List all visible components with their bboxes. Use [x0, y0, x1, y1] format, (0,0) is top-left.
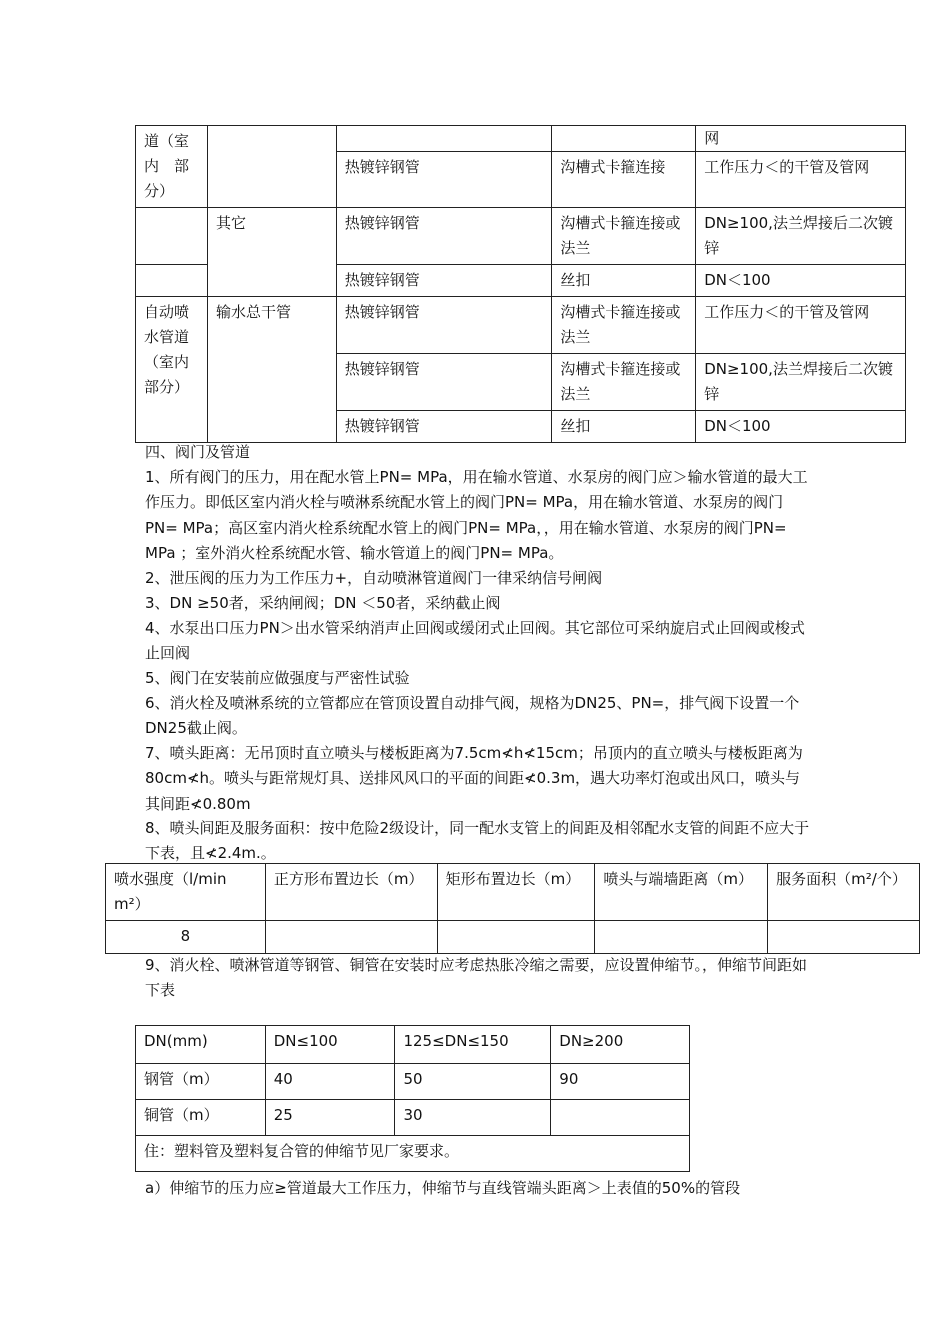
table-cell — [207, 126, 336, 208]
table-cell: 40 — [265, 1064, 395, 1100]
table-cell: 道（室内 部分） — [136, 126, 208, 208]
sprinkler-spacing-table — [105, 863, 920, 954]
table-cell: DN≥100,法兰焊接后二次镀锌 — [696, 354, 906, 411]
table-cell: 工作压力＜的干管及管网 — [696, 152, 906, 208]
paragraph-8: 8、喷头间距及服务面积：按中危险2级设计，同一配水支管上的间距及相邻配水支管的间距不应大于下表，且≮2.4m.。 — [145, 819, 810, 863]
paragraph-4: 4、水泵出口压力PN＞出水管采纳消声止回阀或缓闭式止回阀。其它部位可采纳旋启式止回阀或梭式止回阀 — [145, 619, 805, 663]
table-row — [136, 1100, 690, 1136]
paragraph-7: 7、喷头距离：无吊顶时直立喷头与楼板距离为7.5cm≮h≮15cm；吊顶内的直立喷头与楼板距离为80cm≮h。喷头与距常规灯具、送排风风口的平面的间距≮0.3m，遇大功率灯泡或出风口，喷头与其间距≮0.80m — [145, 744, 803, 813]
table-cell: 热镀锌钢管 — [336, 297, 552, 354]
table-cell: 25 — [265, 1100, 395, 1136]
table-header: 矩形布置边长（m） — [437, 864, 595, 921]
pipe-material-table — [135, 125, 906, 443]
table-row — [136, 297, 906, 354]
table-cell — [336, 126, 552, 152]
table-cell: 125≤DN≤150 — [395, 1026, 551, 1064]
table-header: 喷水强度（l/min m²） — [106, 864, 266, 921]
table-cell: 网 — [696, 126, 906, 152]
table-cell: 30 — [395, 1100, 551, 1136]
table-cell: 热镀锌钢管 — [336, 208, 552, 265]
table-cell: 沟槽式卡箍连接 — [552, 152, 696, 208]
table-cell: DN(mm) — [136, 1026, 266, 1064]
table-cell: 自动喷水管道（室内部分） — [136, 297, 208, 443]
paragraph-2: 2、泄压阀的压力为工作压力+，自动喷淋管道阀门一律采纳信号闸阀 — [145, 569, 603, 587]
table-row — [136, 1026, 690, 1064]
table-cell — [136, 265, 208, 297]
table-cell: 沟槽式卡箍连接或法兰 — [552, 208, 696, 265]
table-cell — [552, 126, 696, 152]
table-row — [136, 208, 906, 265]
table-header: 正方形布置边长（m） — [265, 864, 437, 921]
table-row — [136, 1064, 690, 1100]
table-header: 服务面积（m²/个） — [768, 864, 920, 921]
paragraph-9: 9、消火栓、喷淋管道等钢管、铜管在安装时应考虑热胀冷缩之需要，应设置伸缩节。，伸缩节间距如下表 — [145, 956, 808, 1000]
table-cell: DN＜100 — [696, 265, 906, 297]
table-cell: 50 — [395, 1064, 551, 1100]
table-cell: 沟槽式卡箍连接或法兰 — [552, 297, 696, 354]
paragraph-5: 5、阀门在安装前应做强度与严密性试验 — [145, 669, 410, 687]
table-cell: 工作压力＜的干管及管网 — [696, 297, 906, 354]
table-cell — [136, 208, 208, 265]
table-cell: 其它 — [207, 208, 336, 297]
table-cell: DN＜100 — [696, 411, 906, 443]
table-cell: 8 — [106, 921, 266, 954]
paragraph-1: 1、所有阀门的压力，用在配水管上PN= MPa，用在输水管道、水泵房的阀门应＞输水管道的最大工作压力。即低区室内消火栓与喷淋系统配水管上的阀门PN= MPa，用在输水管道、水泵房的阀门PN= MPa；高区室内消火栓系统配水管上的阀门PN= MPa，，用在输水管道、水泵房的阀门PN= MPa ；室外消火栓系统配水管、输水管道上的阀门PN= MPa。 — [145, 468, 808, 562]
table-cell: 输水总干管 — [207, 297, 336, 443]
table-cell — [265, 921, 437, 954]
table-cell — [437, 921, 595, 954]
table-cell: 丝扣 — [552, 265, 696, 297]
table-cell — [551, 1100, 690, 1136]
table-cell: 钢管（m） — [136, 1064, 266, 1100]
table-cell: DN≤100 — [265, 1026, 395, 1064]
paragraph-6: 6、消火栓及喷淋系统的立管都应在管顶设置自动排气阀，规格为DN25、PN=，排气阀下设置一个DN25截止阀。 — [145, 694, 800, 738]
table-row — [136, 126, 906, 152]
paragraph-3: 3、DN ≥50者，采纳闸阀；DN ＜50者，采纳截止阀 — [145, 594, 501, 612]
table-cell: DN≥200 — [551, 1026, 690, 1064]
table-cell: 热镀锌钢管 — [336, 152, 552, 208]
table-cell: 热镀锌钢管 — [336, 354, 552, 411]
table-cell: 沟槽式卡箍连接或法兰 — [552, 354, 696, 411]
table-cell: 热镀锌钢管 — [336, 411, 552, 443]
table-cell: 热镀锌钢管 — [336, 265, 552, 297]
table-header: 喷头与端墙距离（m） — [595, 864, 768, 921]
table-cell: 丝扣 — [552, 411, 696, 443]
table-row — [136, 1136, 690, 1172]
table-row — [106, 921, 920, 954]
expansion-joint-table — [135, 1025, 690, 1172]
table-cell: 90 — [551, 1064, 690, 1100]
table-cell: DN≥100,法兰焊接后二次镀锌 — [696, 208, 906, 265]
table-cell: 铜管（m） — [136, 1100, 266, 1136]
paragraph-a: a）伸缩节的压力应≥管道最大工作压力，伸缩节与直线管端头距离＞上表值的50%的管段 — [145, 1179, 741, 1197]
section-title: 四、阀门及管道 — [145, 443, 251, 461]
table-note: 住：塑料管及塑料复合管的伸缩节见厂家要求。 — [136, 1136, 690, 1172]
table-row — [106, 864, 920, 921]
table-cell — [768, 921, 920, 954]
table-cell — [595, 921, 768, 954]
